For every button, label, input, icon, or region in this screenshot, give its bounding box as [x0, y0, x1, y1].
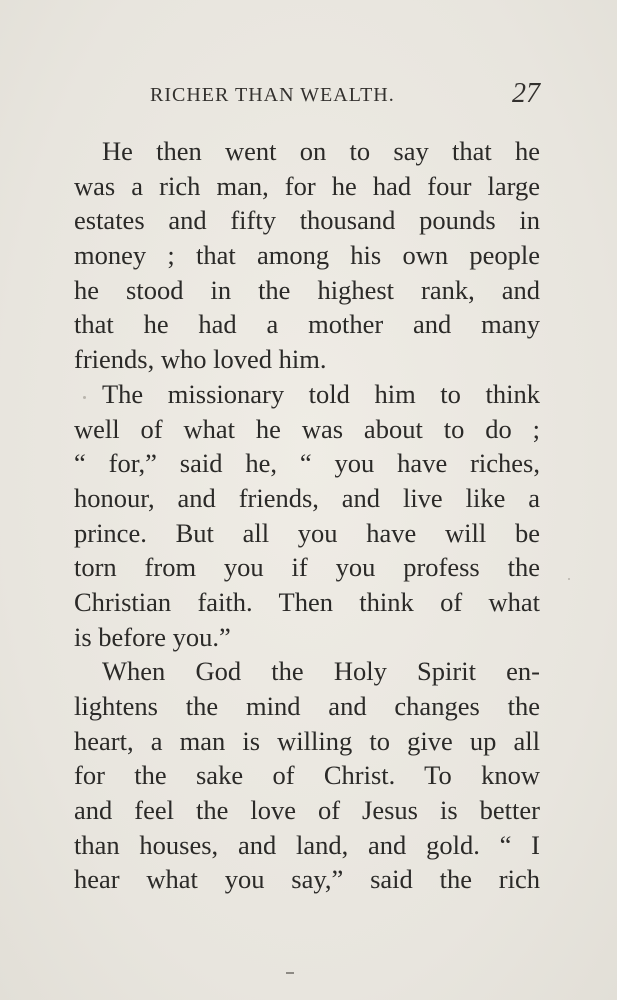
foot-mark — [286, 972, 294, 974]
text-line: torn from you if you profess the — [74, 552, 540, 583]
text-line: Christian faith. Then think of what — [74, 586, 540, 617]
text-line: he stood in the highest rank, and — [74, 274, 540, 305]
text-line: “ for,” said he, “ you have riches, — [74, 448, 540, 479]
paper-speck — [568, 578, 570, 580]
paper-speck — [83, 396, 86, 399]
text-line: money ; that among his own people — [74, 240, 540, 271]
text-line: heart, a man is willing to give up all — [74, 725, 540, 756]
text-line: honour, and friends, and live like a — [74, 482, 540, 513]
text-line: estates and fifty thousand pounds in — [74, 205, 540, 236]
text-line: than houses, and land, and gold. “ I — [74, 829, 540, 860]
running-head — [74, 78, 540, 112]
text-line: that he had a mother and many — [74, 309, 540, 340]
text-line: friends, who loved him. — [74, 344, 327, 375]
text-line: lightens the mind and changes the — [74, 691, 540, 721]
text-line: is before you.” — [74, 621, 231, 652]
text-line: The missionary told him to think — [102, 378, 540, 409]
text-line: well of what he was about to do ; — [74, 413, 540, 444]
page-number: 27 — [512, 78, 540, 109]
text-line: was a rich man, for he had four large — [74, 170, 540, 201]
text-line: for the sake of Christ. To know — [74, 760, 540, 791]
running-title: RICHER THAN WEALTH. — [150, 84, 395, 106]
text-line: prince. But all you have will be — [74, 517, 540, 548]
text-line: When God the Holy Spirit en- — [102, 656, 540, 687]
text-line: and feel the love of Jesus is better — [74, 795, 540, 826]
body-text — [74, 134, 540, 897]
text-line: He then went on to say that he — [102, 136, 540, 166]
text-line: hear what you say,” said the rich — [74, 864, 540, 895]
